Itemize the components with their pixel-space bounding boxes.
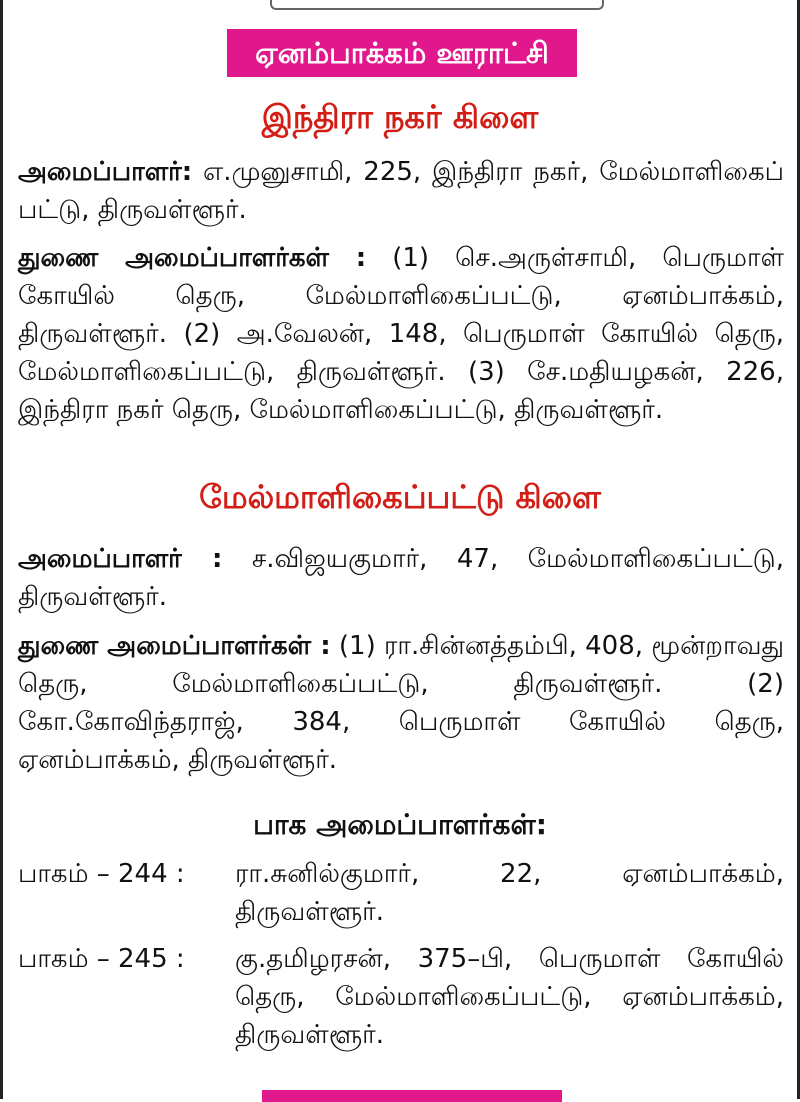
branch-2-organizer xyxy=(18,540,784,616)
organizer-label: அமைப்பாளர் : xyxy=(18,544,223,574)
organizer-label: அமைப்பாளர்: xyxy=(18,157,193,187)
organizer-details: ச.விஜயகுமார், 47, மேல்மாளிகைப்பட்டு, திருவள்ளூர். xyxy=(18,544,784,612)
part-label: பாகம் – 245 : xyxy=(18,944,185,974)
part-row xyxy=(18,855,784,935)
page-border-left xyxy=(0,0,3,1099)
next-heading-box xyxy=(262,1090,562,1102)
deputy-details: (1) செ.அருள்சாமி, பெருமாள் கோயில் தெரு, மேல்மாளிகைப்பட்டு, ஏனம்பாக்கம், திருவள்ளூர். (2) அ.வேலன், 148, பெருமாள் கோயில் தெரு, மேல்மாளிகைப்பட்டு, திருவள்ளூர். (3) சே.மதியழகன், 226, இந்திரா நகர் தெரு, மேல்மாளிகைப்பட்டு, திருவள்ளூர். xyxy=(18,243,784,425)
parts-heading: பாக அமைப்பாளர்கள்: xyxy=(253,808,547,841)
deputy-details: (1) ரா.சின்னத்தம்பி, 408, மூன்றாவது தெரு, மேல்மாளிகைப்பட்டு, திருவள்ளூர். (2) கோ.கோவிந்தராஜ், 384, பெருமாள் கோயில் தெரு, ஏனம்பாக்கம், திருவள்ளூர். xyxy=(18,631,784,775)
panchayat-heading: ஏனம்பாக்கம் ஊராட்சி xyxy=(227,29,577,77)
part-label: பாகம் – 244 : xyxy=(18,859,185,889)
part-row xyxy=(18,940,784,1060)
deputy-label: துணை அமைப்பாளர்கள் : xyxy=(18,631,331,661)
branch-1-organizer xyxy=(18,153,784,229)
organizer-details: எ.முனுசாமி, 225, இந்திரா நகர், மேல்மாளிகைப் பட்டு, திருவள்ளூர். xyxy=(18,157,784,225)
previous-heading-box xyxy=(270,0,604,10)
branch-title-indira-nagar: இந்திரா நகர் கிளை xyxy=(261,98,539,136)
branch-2-deputies xyxy=(18,627,784,779)
part-organizer: கு.தமிழரசன், 375–பி, பெருமாள் கோயில் தெரு, மேல்மாளிகைப்பட்டு, ஏனம்பாக்கம், திருவள்ளூர். xyxy=(235,944,784,1050)
branch-title-melmaligaipattu: மேல்மாளிகைப்பட்டு கிளை xyxy=(199,478,601,516)
deputy-label: துணை அமைப்பாளர்கள் : xyxy=(18,243,367,273)
branch-1-deputies xyxy=(18,239,784,429)
part-organizer: ரா.சுனில்குமார், 22, ஏனம்பாக்கம், திருவள்ளூர். xyxy=(235,859,784,927)
